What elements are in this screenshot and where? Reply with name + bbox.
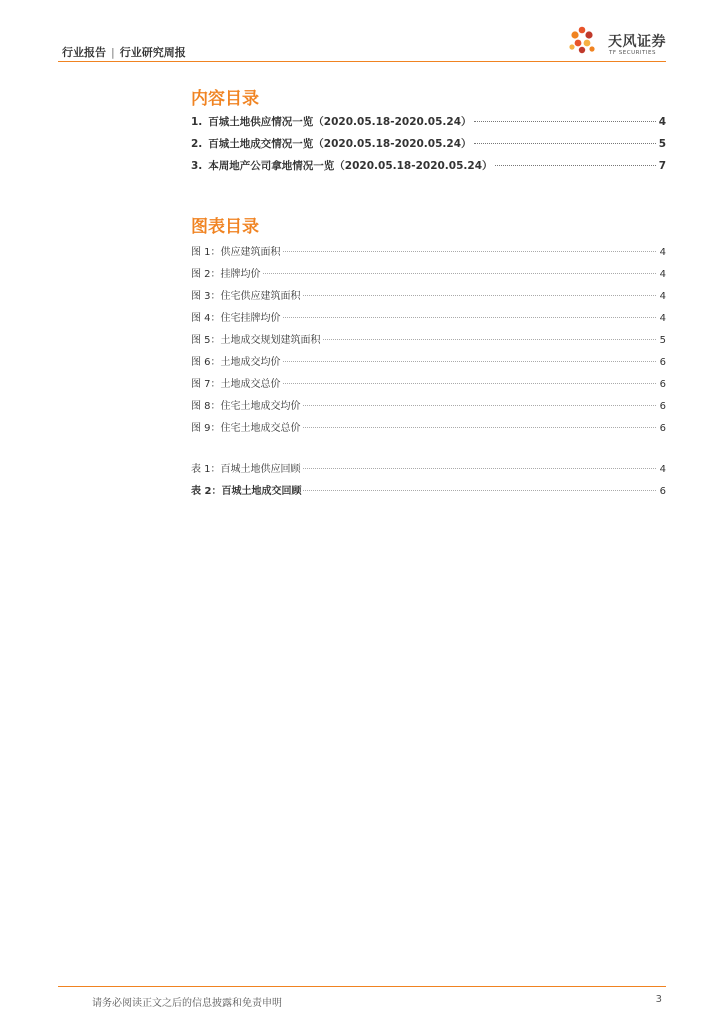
toc-leader-dots (283, 251, 656, 252)
table-entry[interactable] (191, 482, 666, 497)
table-entry-label: 表 2：百城土地成交回顾 (191, 486, 302, 497)
toc-leader-dots (323, 339, 656, 340)
toc-leader-dots (495, 165, 656, 166)
toc-entry-number: 2. (191, 138, 203, 150)
header-breadcrumb (62, 44, 186, 60)
figure-entry-page: 6 (659, 401, 666, 412)
toc-entry-number: 1. (191, 116, 203, 128)
figure-entry-page: 6 (659, 357, 666, 368)
brand-name: 天风证券 (608, 34, 666, 50)
page-number: 3 (655, 994, 662, 1005)
figure-entry-page: 4 (659, 291, 666, 302)
toc-leader-dots (303, 405, 656, 406)
figure-entry[interactable] (191, 331, 666, 346)
toc-entry-page: 5 (658, 138, 666, 150)
figure-entry[interactable] (191, 397, 666, 412)
toc-entry-label: 百城土地供应情况一览（2020.05.18-2020.05.24） (208, 116, 472, 128)
figure-entry[interactable] (191, 309, 666, 324)
figure-entry-label: 图 2：挂牌均价 (191, 269, 261, 280)
figure-entry[interactable] (191, 375, 666, 390)
toc-entry-label: 百城土地成交情况一览（2020.05.18-2020.05.24） (208, 138, 472, 150)
figure-entry-label: 图 9：住宅土地成交总价 (191, 423, 301, 434)
figure-entry-label: 图 7：土地成交总价 (191, 379, 281, 390)
figure-entry-page: 4 (659, 269, 666, 280)
table-entry[interactable] (191, 460, 666, 475)
figure-entry-label: 图 1：供应建筑面积 (191, 247, 281, 258)
figure-entry-page: 4 (659, 247, 666, 258)
figure-entry-label: 图 6：土地成交均价 (191, 357, 281, 368)
table-entry-page: 4 (659, 464, 666, 475)
figure-entry-page: 5 (659, 335, 666, 346)
toc-leader-dots (474, 121, 656, 122)
toc-entry[interactable] (191, 136, 666, 151)
figure-entry[interactable] (191, 353, 666, 368)
figure-entry[interactable] (191, 243, 666, 258)
header-separator: | (111, 45, 115, 59)
toc-leader-dots (303, 427, 656, 428)
figure-entry-label: 图 3：住宅供应建筑面积 (191, 291, 301, 302)
toc-entry-number: 3. (191, 160, 203, 172)
brand-subtitle: TF SECURITIES (609, 50, 656, 56)
figure-entry[interactable] (191, 265, 666, 280)
toc-entry-page: 7 (658, 160, 666, 172)
table-entry-label: 表 1：百城土地供应回顾 (191, 464, 301, 475)
toc-leader-dots (283, 317, 656, 318)
toc-leader-dots (303, 295, 656, 296)
toc-leader-dots (283, 361, 656, 362)
toc-entry[interactable] (191, 114, 666, 129)
toc-leader-dots (303, 490, 656, 491)
figure-entry-label: 图 8：住宅土地成交均价 (191, 401, 301, 412)
toc-leader-dots (283, 383, 656, 384)
figure-entry[interactable] (191, 287, 666, 302)
figure-entry-page: 4 (659, 313, 666, 324)
header-category: 行业报告 (62, 46, 106, 59)
toc-leader-dots (263, 273, 656, 274)
figure-entry-page: 6 (659, 423, 666, 434)
toc-leader-dots (474, 143, 656, 144)
footer-divider (58, 986, 666, 987)
figures-title: 图表目录 (191, 217, 259, 237)
toc-entry[interactable] (191, 158, 666, 173)
toc-leader-dots (303, 468, 656, 469)
figure-entry-page: 6 (659, 379, 666, 390)
contents-title: 内容目录 (191, 89, 259, 109)
toc-entry-page: 4 (658, 116, 666, 128)
figure-entry[interactable] (191, 419, 666, 434)
figure-entry-label: 图 4：住宅挂牌均价 (191, 313, 281, 324)
footer-disclaimer: 请务必阅读正文之后的信息披露和免责申明 (92, 998, 282, 1009)
header-divider (58, 61, 666, 62)
toc-entry-label: 本周地产公司拿地情况一览（2020.05.18-2020.05.24） (208, 160, 493, 172)
table-entry-page: 6 (659, 486, 666, 497)
figure-entry-label: 图 5：土地成交规划建筑面积 (191, 335, 321, 346)
header-subcategory: 行业研究周报 (119, 46, 186, 59)
